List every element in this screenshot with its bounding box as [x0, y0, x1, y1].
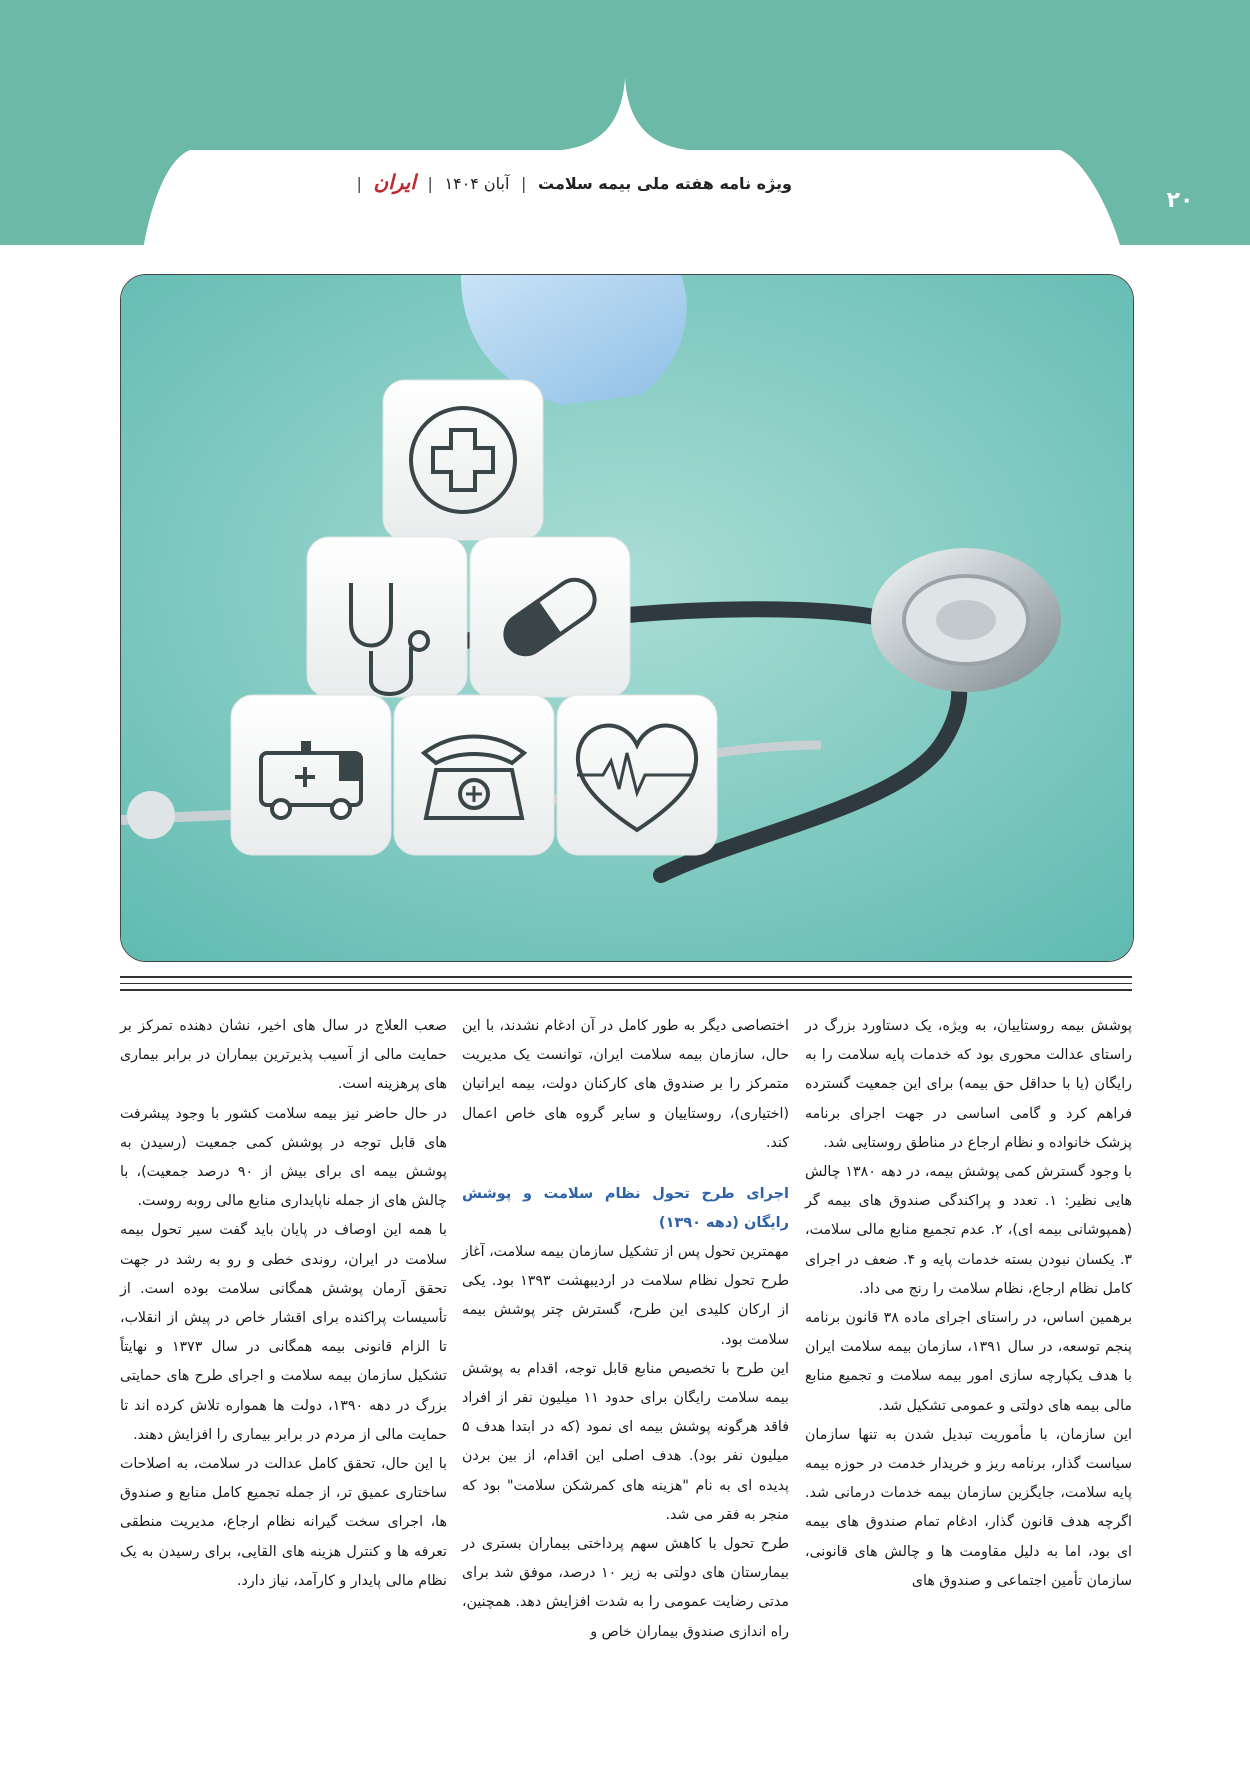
article-column-right	[805, 1012, 1132, 1596]
paragraph: این سازمان، با مأموریت تبدیل شدن به تنها سازمان سیاست گذار، برنامه ریز و خریدار خدمت در حوزه بیمه پایه سلامت، جایگزین سازمان بیمه خدمات درمانی شد. اگرچه هدف قانون گذار، ادغام تمام صندوق های بیمه ای بود، اما به دلیل مقاومت ها و چالش های قانونی، سازمان تأمین اجتماعی و صندوق های	[805, 1426, 1132, 1589]
paragraph: با همه این اوصاف در پایان باید گفت سیر تحول بیمه سلامت در ایران، روندی خطی و رو به رشد در جهت تحقق آرمان پوشش همگانی سلامت بوده است. از تأسیسات پراکنده برای اقشار خاص در پیش از انقلاب، تا الزام قانونی بیمه همگانی در سال ۱۳۷۳ و نهایتاً تشکیل سازمان بیمه سلامت و اجرای طرح های حمایتی بزرگ در دهه ۱۳۹۰، دولت ها همواره تلاش کرده اند تا حمایت مالی از مردم در برابر بیماری را افزایش دهند.	[120, 1222, 447, 1443]
medical-cubes-illustration	[121, 275, 1133, 961]
publication-title: ویژه نامه هفته ملی بیمه سلامت	[538, 174, 792, 193]
paragraph: طرح تحول با کاهش سهم پرداختی بیماران بستری در بیمارستان های دولتی به زیر ۱۰ درصد، موفق شد برای مدتی رضایت عمومی را به شدت افزایش دهد. همچنین، راه اندازی صندوق بیماران خاص و	[462, 1536, 789, 1640]
section-rules	[120, 976, 1132, 996]
cube-top	[383, 380, 543, 540]
paragraph: با این حال، تحقق کامل عدالت در سلامت، به اصلاحات ساختاری عمیق تر، از جمله تجمیع کامل منابع و صندوق ها، اجرای سخت گیرانه نظام ارجاع، مدیریت منطقی تعرفه ها و کنترل هزینه های القایی، برای رسیدن به یک نظام مالی پایدار و کارآمد، نیاز دارد.	[120, 1456, 447, 1589]
article-column-middle	[462, 1012, 789, 1647]
article-column-left	[120, 1012, 447, 1596]
paragraph: صعب العلاج در سال های اخیر، نشان دهنده تمرکز بر حمایت مالی از آسیب پذیرترین بیماران در برابر بیماری های پرهزینه است.	[120, 1018, 447, 1093]
cube-bottom-left	[231, 695, 391, 855]
article-photo	[120, 274, 1134, 962]
paragraph: پوشش بیمه روستاییان، به ویژه، یک دستاورد بزرگ در راستای عدالت محوری بود که خدمات پایه سلامت را به رایگان (یا با حداقل حق بیمه) برای این جمعیت گسترده فراهم کرد و گامی اساسی در جهت اجرای برنامه پزشک خانواده و نظام ارجاع در مناطق روستایی شد.	[805, 1018, 1132, 1151]
cube-bottom-right	[557, 695, 717, 855]
header-band	[0, 0, 1250, 260]
paragraph: با وجود گسترش کمی پوشش بیمه، در دهه ۱۳۸۰ چالش هایی نظیر: ۱. تعدد و پراکندگی صندوق های بیمه گر (همپوشانی بیمه ای)، ۲. عدم تجمیع منابع مالی سلامت، ۳. یکسان نبودن بسته خدمات پایه و ۴. ضعف در اجرای کامل نظام ارجاع، نظام سلامت را رنج می داد.	[805, 1164, 1132, 1297]
header-separator: |	[521, 174, 527, 193]
paragraph: این طرح با تخصیص منابع قابل توجه، اقدام به پوشش بیمه سلامت رایگان برای حدود ۱۱ میلیون نفر از افراد فاقد هرگونه پوشش بیمه ای نمود (که در ابتدا هدف ۵ میلیون نفر بود). هدف اصلی این اقدام، از بین بردن پدیده ای به نام "هزینه های کمرشکن سلامت" بود که منجر به فقر می شد.	[462, 1360, 789, 1523]
section-subheading: اجرای طرح تحول نظام سلامت و پوشش رایگان (دهه ۱۳۹۰)	[462, 1186, 789, 1232]
header-separator: |	[427, 174, 433, 193]
paragraph: مهمترین تحول پس از تشکیل سازمان بیمه سلامت، آغاز طرح تحول نظام سلامت در اردیبهشت ۱۳۹۳ بود. یکی از ارکان کلیدی این طرح، گسترش چتر پوشش بیمه سلامت بود.	[462, 1244, 790, 1348]
cube-middle-right	[470, 537, 630, 697]
issue-date: آبان ۱۴۰۴	[444, 174, 510, 193]
cube-middle-left	[307, 537, 467, 697]
running-header	[351, 170, 792, 194]
page-number: ۲۰	[1166, 188, 1194, 213]
rule-line	[120, 989, 1132, 991]
rule-line	[120, 976, 1132, 978]
paragraph: برهمین اساس، در راستای اجرای ماده ۳۸ قانون برنامه پنجم توسعه، در سال ۱۳۹۱، سازمان بیمه سلامت ایران با هدف یکپارچه سازی امور بیمه سلامت و تجمیع منابع مالی بیمه های دولتی و عمومی تشکیل شد.	[805, 1310, 1133, 1414]
cube-bottom-middle	[394, 695, 554, 855]
paragraph: اختصاصی دیگر به طور کامل در آن ادغام نشدند، با این حال، سازمان بیمه سلامت ایران، توانست یک مدیریت متمرکز را بر صندوق های کارکنان دولت، بیمه ایرانیان (اختیاری)، روستاییان و سایر گروه های خاص اعمال کند.	[462, 1018, 789, 1151]
paragraph: در حال حاضر نیز بیمه سلامت کشور با وجود پیشرفت های قابل توجه در پوشش کمی جمعیت (رسیدن به پوشش بیمه ای برای بیش از ۹۰ درصد جمعیت)، با چالش های از جمله ناپایداری منابع مالی روبه روست.	[120, 1105, 447, 1210]
header-band-shape	[0, 0, 1250, 245]
header-separator: |	[356, 174, 362, 193]
newspaper-logo: ایران	[373, 170, 416, 194]
rule-line	[120, 983, 1132, 985]
